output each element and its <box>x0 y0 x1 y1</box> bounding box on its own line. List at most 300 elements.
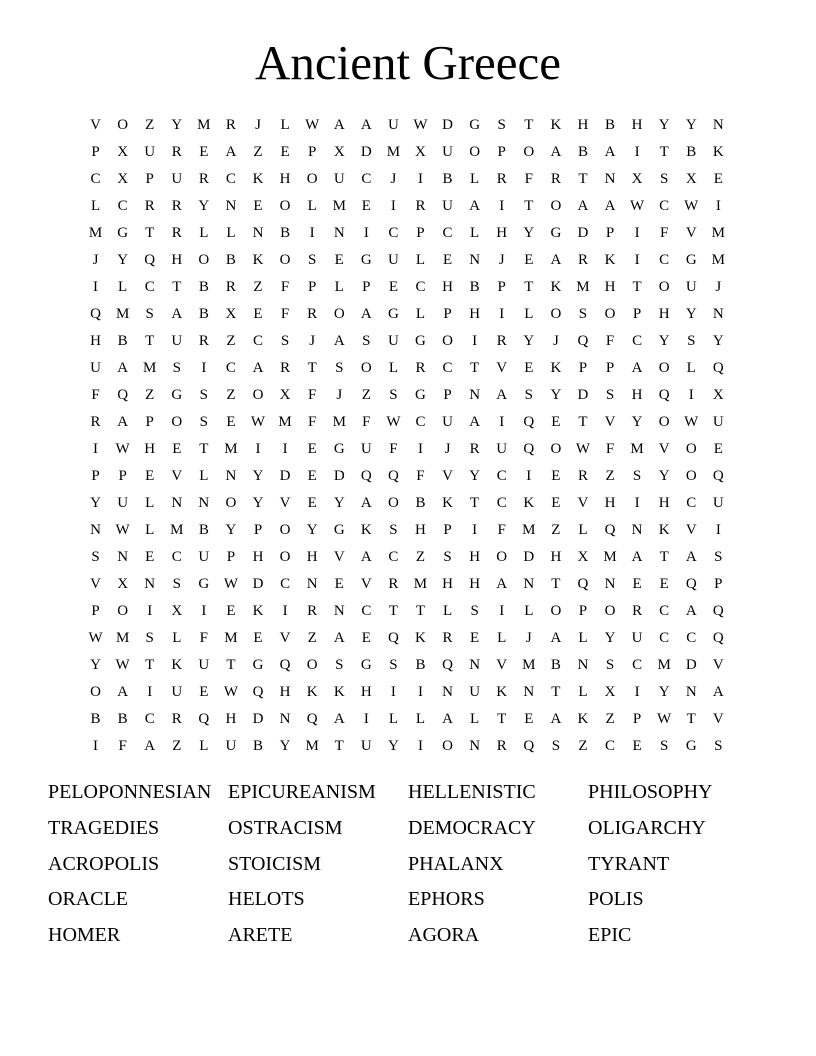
grid-cell: M <box>711 252 725 268</box>
grid-cell: Y <box>90 495 101 511</box>
grid-cell: G <box>333 522 345 538</box>
grid-cell: I <box>715 198 721 214</box>
grid-cell: Y <box>198 198 210 214</box>
grid-cell: B <box>225 252 236 268</box>
grid-cell: Y <box>658 117 670 133</box>
grid-cell: K <box>658 522 670 538</box>
grid-cell: V <box>279 495 291 511</box>
grid-cell: N <box>252 225 264 241</box>
grid-cell: M <box>278 414 292 430</box>
grid-cell: P <box>605 225 615 241</box>
grid-row <box>82 328 732 355</box>
grid-cell: L <box>497 630 507 646</box>
grid-cell: T <box>524 198 534 214</box>
grid-cell: X <box>685 171 697 187</box>
grid-cell: A <box>442 711 453 727</box>
grid-cell: V <box>712 657 724 673</box>
grid-cell: Y <box>685 306 697 322</box>
grid-cell: V <box>496 657 508 673</box>
grid-cell: L <box>442 603 453 619</box>
grid-cell: Q <box>712 630 724 646</box>
grid-cell: B <box>577 144 588 160</box>
grid-cell: Y <box>90 657 101 673</box>
grid-cell: M <box>386 144 401 160</box>
grid-cell: X <box>577 549 589 565</box>
grid-cell: K <box>306 684 318 700</box>
grid-cell: B <box>90 711 101 727</box>
grid-cell: I <box>688 387 694 403</box>
grid-cell: S <box>443 549 452 565</box>
grid-cell: O <box>117 117 129 133</box>
grid-cell: T <box>145 333 155 349</box>
grid-cell: U <box>360 738 372 754</box>
grid-cell: R <box>198 171 209 187</box>
grid-cell: S <box>389 522 398 538</box>
grid-cell: S <box>280 333 290 349</box>
grid-cell: O <box>387 495 399 511</box>
grid-cell: R <box>388 576 399 592</box>
grid-cell: T <box>578 171 588 187</box>
grid-cell: B <box>550 657 561 673</box>
grid-cell: P <box>307 279 317 295</box>
grid-cell: A <box>144 738 156 754</box>
grid-cell: I <box>93 738 99 754</box>
grid-cell: E <box>524 711 534 727</box>
grid-cell: C <box>90 171 101 187</box>
grid-cell: Q <box>523 738 535 754</box>
grid-cell: M <box>170 522 184 538</box>
grid-cell: K <box>252 603 264 619</box>
grid-cell: O <box>279 198 291 214</box>
grid-cell: C <box>496 495 507 511</box>
grid-cell: F <box>524 171 533 187</box>
grid-cell: C <box>388 549 399 565</box>
grid-cell: P <box>416 225 425 241</box>
grid-cell: S <box>172 360 181 376</box>
grid-row <box>82 139 732 166</box>
grid-cell: D <box>685 657 697 673</box>
grid-cell: A <box>550 144 562 160</box>
grid-cell: U <box>712 495 724 511</box>
grid-cell: U <box>469 684 481 700</box>
grid-cell: E <box>442 252 453 268</box>
grid-cell: U <box>198 549 210 565</box>
grid-cell: S <box>199 414 209 430</box>
grid-cell: A <box>712 684 724 700</box>
grid-cell: I <box>634 495 640 511</box>
grid-cell: D <box>360 144 372 160</box>
grid-cell: Z <box>145 117 155 133</box>
grid-cell: Z <box>361 387 371 403</box>
grid-cell: N <box>523 684 535 700</box>
grid-row <box>82 598 732 625</box>
grid-cell: O <box>279 549 291 565</box>
grid-cell: O <box>550 603 562 619</box>
grid-cell: L <box>145 522 155 538</box>
grid-cell: N <box>712 117 724 133</box>
grid-cell: H <box>604 495 616 511</box>
grid-cell: W <box>223 684 239 700</box>
grid-cell: N <box>333 603 345 619</box>
word-list-item: PELOPONNESIAN <box>48 781 212 803</box>
grid-cell: N <box>90 522 101 538</box>
grid-cell: A <box>117 684 129 700</box>
grid-cell: B <box>198 279 209 295</box>
grid-cell: Q <box>252 684 264 700</box>
grid-cell: T <box>226 657 236 673</box>
grid-cell: Y <box>658 468 670 484</box>
grid-cell: O <box>306 171 318 187</box>
grid-cell: E <box>551 468 561 484</box>
grid-row <box>82 166 732 193</box>
grid-cell: K <box>577 711 589 727</box>
grid-cell: N <box>469 657 481 673</box>
grid-cell: U <box>198 657 210 673</box>
grid-cell: C <box>659 603 670 619</box>
grid-cell: R <box>442 630 453 646</box>
grid-cell: S <box>605 387 615 403</box>
grid-cell: S <box>660 738 669 754</box>
grid-cell: V <box>90 576 101 592</box>
grid-cell: I <box>255 441 261 457</box>
grid-cell: O <box>306 657 318 673</box>
grid-cell: P <box>91 603 100 619</box>
grid-cell: Q <box>117 387 129 403</box>
grid-cell: O <box>685 468 697 484</box>
grid-cell: H <box>306 549 318 565</box>
grid-cell: I <box>715 522 721 538</box>
grid-cell: J <box>498 252 505 268</box>
grid-cell: C <box>496 468 507 484</box>
grid-cell: L <box>307 198 317 214</box>
grid-cell: I <box>499 198 505 214</box>
grid-cell: Z <box>605 468 615 484</box>
grid-cell: I <box>147 603 153 619</box>
grid-cell: Q <box>442 657 453 673</box>
word-list-item: PHALANX <box>408 852 504 875</box>
grid-cell: K <box>550 279 562 295</box>
grid-cell: Q <box>306 711 318 727</box>
grid-cell: Y <box>631 414 643 430</box>
grid-row <box>82 490 732 517</box>
grid-cell: D <box>252 711 264 727</box>
grid-cell: L <box>199 225 209 241</box>
grid-cell: T <box>470 360 480 376</box>
grid-cell: N <box>198 495 210 511</box>
grid-cell: Z <box>145 387 155 403</box>
grid-cell: Q <box>279 657 291 673</box>
grid-cell: U <box>333 171 345 187</box>
word-list-item: OSTRACISM <box>228 816 343 839</box>
grid-cell: L <box>415 306 426 322</box>
grid-cell: L <box>524 306 534 322</box>
grid-cell: N <box>469 387 481 403</box>
word-list-item: EPIC <box>588 924 632 947</box>
grid-cell: E <box>253 630 263 646</box>
word-list-item: POLIS <box>588 888 644 911</box>
grid-cell: R <box>171 711 182 727</box>
grid-cell: S <box>497 117 506 133</box>
grid-cell: J <box>715 279 722 295</box>
grid-cell: A <box>496 387 508 403</box>
grid-cell: S <box>335 657 344 673</box>
grid-cell: P <box>91 468 100 484</box>
grid-cell: A <box>171 306 183 322</box>
grid-cell: O <box>550 306 562 322</box>
grid-cell: T <box>145 657 155 673</box>
grid-cell: P <box>443 306 452 322</box>
grid-cell: X <box>279 387 291 403</box>
grid-cell: Y <box>279 738 291 754</box>
grid-cell: L <box>280 117 290 133</box>
grid-cell: C <box>144 279 155 295</box>
grid-cell: W <box>413 117 428 133</box>
grid-cell: Q <box>604 522 616 538</box>
grid-cell: F <box>280 306 290 322</box>
grid-cell: T <box>551 576 561 592</box>
grid-cell: W <box>223 576 239 592</box>
grid-cell: T <box>632 279 642 295</box>
grid-cell: C <box>686 630 697 646</box>
grid-cell: M <box>332 198 346 214</box>
grid-cell: Q <box>577 333 589 349</box>
grid-cell: E <box>361 198 371 214</box>
grid-cell: Y <box>523 333 535 349</box>
grid-cell: A <box>333 630 345 646</box>
grid-cell: N <box>279 711 291 727</box>
grid-cell: N <box>442 684 453 700</box>
grid-cell: W <box>684 414 699 430</box>
grid-cell: U <box>171 684 183 700</box>
grid-cell: J <box>552 333 559 349</box>
grid-cell: W <box>305 117 320 133</box>
grid-cell: E <box>307 495 317 511</box>
grid-cell: Z <box>605 711 615 727</box>
grid-cell: E <box>713 171 723 187</box>
letter-grid <box>82 112 732 760</box>
grid-cell: Y <box>469 468 481 484</box>
grid-cell: W <box>684 198 699 214</box>
grid-cell: W <box>115 441 130 457</box>
grid-cell: E <box>307 441 317 457</box>
grid-cell: O <box>198 252 210 268</box>
grid-cell: R <box>90 414 101 430</box>
grid-cell: X <box>333 144 345 160</box>
grid-cell: V <box>442 468 453 484</box>
grid-cell: R <box>198 333 209 349</box>
grid-cell: C <box>415 279 426 295</box>
grid-cell: P <box>632 711 642 727</box>
grid-cell: E <box>226 603 236 619</box>
grid-cell: S <box>660 171 669 187</box>
grid-cell: R <box>171 225 182 241</box>
grid-cell: Z <box>578 738 588 754</box>
grid-cell: B <box>469 279 480 295</box>
grid-cell: H <box>225 711 237 727</box>
grid-cell: O <box>496 549 508 565</box>
grid-cell: R <box>225 279 236 295</box>
grid-cell: I <box>93 279 99 295</box>
grid-cell: E <box>307 468 317 484</box>
grid-cell: J <box>444 441 451 457</box>
grid-cell: R <box>280 360 291 376</box>
grid-cell: R <box>577 468 588 484</box>
grid-cell: S <box>687 333 696 349</box>
grid-cell: F <box>605 333 615 349</box>
grid-cell: K <box>252 252 264 268</box>
grid-cell: C <box>686 495 697 511</box>
grid-cell: N <box>523 576 535 592</box>
grid-cell: W <box>575 441 591 457</box>
grid-cell: S <box>470 603 479 619</box>
grid-cell: C <box>225 171 236 187</box>
grid-cell: I <box>147 684 153 700</box>
grid-cell: I <box>499 414 505 430</box>
grid-cell: O <box>550 441 562 457</box>
grid-cell: T <box>145 225 155 241</box>
grid-cell: S <box>578 306 588 322</box>
grid-cell: P <box>578 603 588 619</box>
grid-cell: O <box>252 387 264 403</box>
grid-cell: S <box>199 387 209 403</box>
grid-cell: V <box>496 360 508 376</box>
grid-cell: I <box>499 306 505 322</box>
grid-cell: V <box>90 117 101 133</box>
grid-cell: B <box>117 333 128 349</box>
grid-row <box>82 193 732 220</box>
grid-cell: I <box>634 252 640 268</box>
grid-cell: R <box>496 333 507 349</box>
grid-row <box>82 706 732 733</box>
grid-cell: M <box>332 414 346 430</box>
grid-cell: P <box>578 360 588 376</box>
grid-cell: H <box>496 225 508 241</box>
grid-cell: I <box>634 684 640 700</box>
grid-cell: R <box>469 441 480 457</box>
grid-cell: G <box>360 657 372 673</box>
grid-row <box>82 382 732 409</box>
grid-cell: G <box>252 657 264 673</box>
grid-cell: U <box>144 144 156 160</box>
grid-cell: I <box>309 225 315 241</box>
grid-cell: I <box>282 603 288 619</box>
grid-cell: X <box>415 144 426 160</box>
grid-cell: P <box>632 306 642 322</box>
grid-cell: R <box>632 603 643 619</box>
grid-cell: G <box>685 738 697 754</box>
grid-cell: B <box>415 657 426 673</box>
grid-cell: E <box>253 306 263 322</box>
grid-cell: H <box>90 333 101 349</box>
grid-cell: V <box>712 711 724 727</box>
grid-cell: C <box>442 225 453 241</box>
grid-cell: F <box>91 387 100 403</box>
grid-cell: A <box>631 549 643 565</box>
grid-cell: F <box>280 279 290 295</box>
grid-cell: E <box>361 630 371 646</box>
grid-cell: E <box>253 198 263 214</box>
word-list-item: EPHORS <box>408 888 485 911</box>
grid-cell: G <box>333 441 345 457</box>
grid-cell: H <box>469 576 481 592</box>
grid-cell: I <box>363 225 369 241</box>
grid-cell: T <box>659 144 669 160</box>
grid-cell: K <box>604 252 616 268</box>
grid-cell: G <box>360 252 372 268</box>
grid-cell: Q <box>387 630 399 646</box>
grid-cell: Q <box>577 576 589 592</box>
grid-cell: T <box>524 279 534 295</box>
grid-cell: M <box>305 738 319 754</box>
grid-cell: L <box>334 279 344 295</box>
grid-cell: O <box>333 306 345 322</box>
grid-cell: E <box>280 144 290 160</box>
word-list-item: EPICUREANISM <box>228 781 376 803</box>
grid-cell: J <box>92 252 99 268</box>
grid-cell: N <box>685 684 697 700</box>
grid-cell: O <box>225 495 237 511</box>
grid-cell: V <box>279 630 291 646</box>
grid-cell: G <box>685 252 697 268</box>
grid-cell: E <box>199 684 209 700</box>
grid-cell: M <box>711 225 725 241</box>
grid-cell: G <box>415 333 426 349</box>
grid-row <box>82 301 732 328</box>
grid-cell: C <box>388 225 399 241</box>
grid-cell: D <box>333 468 345 484</box>
grid-cell: E <box>199 144 209 160</box>
grid-cell: N <box>117 549 129 565</box>
grid-cell: C <box>659 630 670 646</box>
grid-cell: R <box>307 603 318 619</box>
grid-cell: N <box>171 495 183 511</box>
grid-cell: I <box>363 711 369 727</box>
grid-cell: V <box>604 414 616 430</box>
grid-cell: V <box>685 225 697 241</box>
grid-cell: L <box>578 630 588 646</box>
grid-cell: R <box>171 198 182 214</box>
grid-cell: O <box>523 144 535 160</box>
grid-cell: S <box>172 576 181 592</box>
grid-cell: C <box>361 171 372 187</box>
grid-cell: H <box>442 279 453 295</box>
grid-cell: T <box>388 603 398 619</box>
grid-cell: I <box>390 684 396 700</box>
grid-cell: G <box>387 306 399 322</box>
grid-cell: A <box>117 360 129 376</box>
grid-cell: M <box>630 441 644 457</box>
grid-cell: M <box>88 225 103 241</box>
grid-cell: W <box>88 630 103 646</box>
grid-cell: P <box>307 144 317 160</box>
grid-cell: M <box>115 306 130 322</box>
grid-cell: W <box>386 414 401 430</box>
grid-cell: Y <box>712 333 724 349</box>
grid-cell: H <box>604 279 616 295</box>
grid-cell: U <box>90 360 101 376</box>
grid-cell: E <box>470 630 480 646</box>
grid-cell: P <box>253 522 263 538</box>
grid-cell: N <box>712 306 724 322</box>
grid-cell: Y <box>333 495 345 511</box>
grid-cell: Y <box>523 225 535 241</box>
word-list-item: TYRANT <box>588 852 670 875</box>
grid-cell: L <box>226 225 236 241</box>
grid-cell: F <box>497 522 506 538</box>
grid-cell: J <box>390 171 397 187</box>
grid-cell: A <box>117 414 129 430</box>
grid-cell: U <box>387 333 399 349</box>
